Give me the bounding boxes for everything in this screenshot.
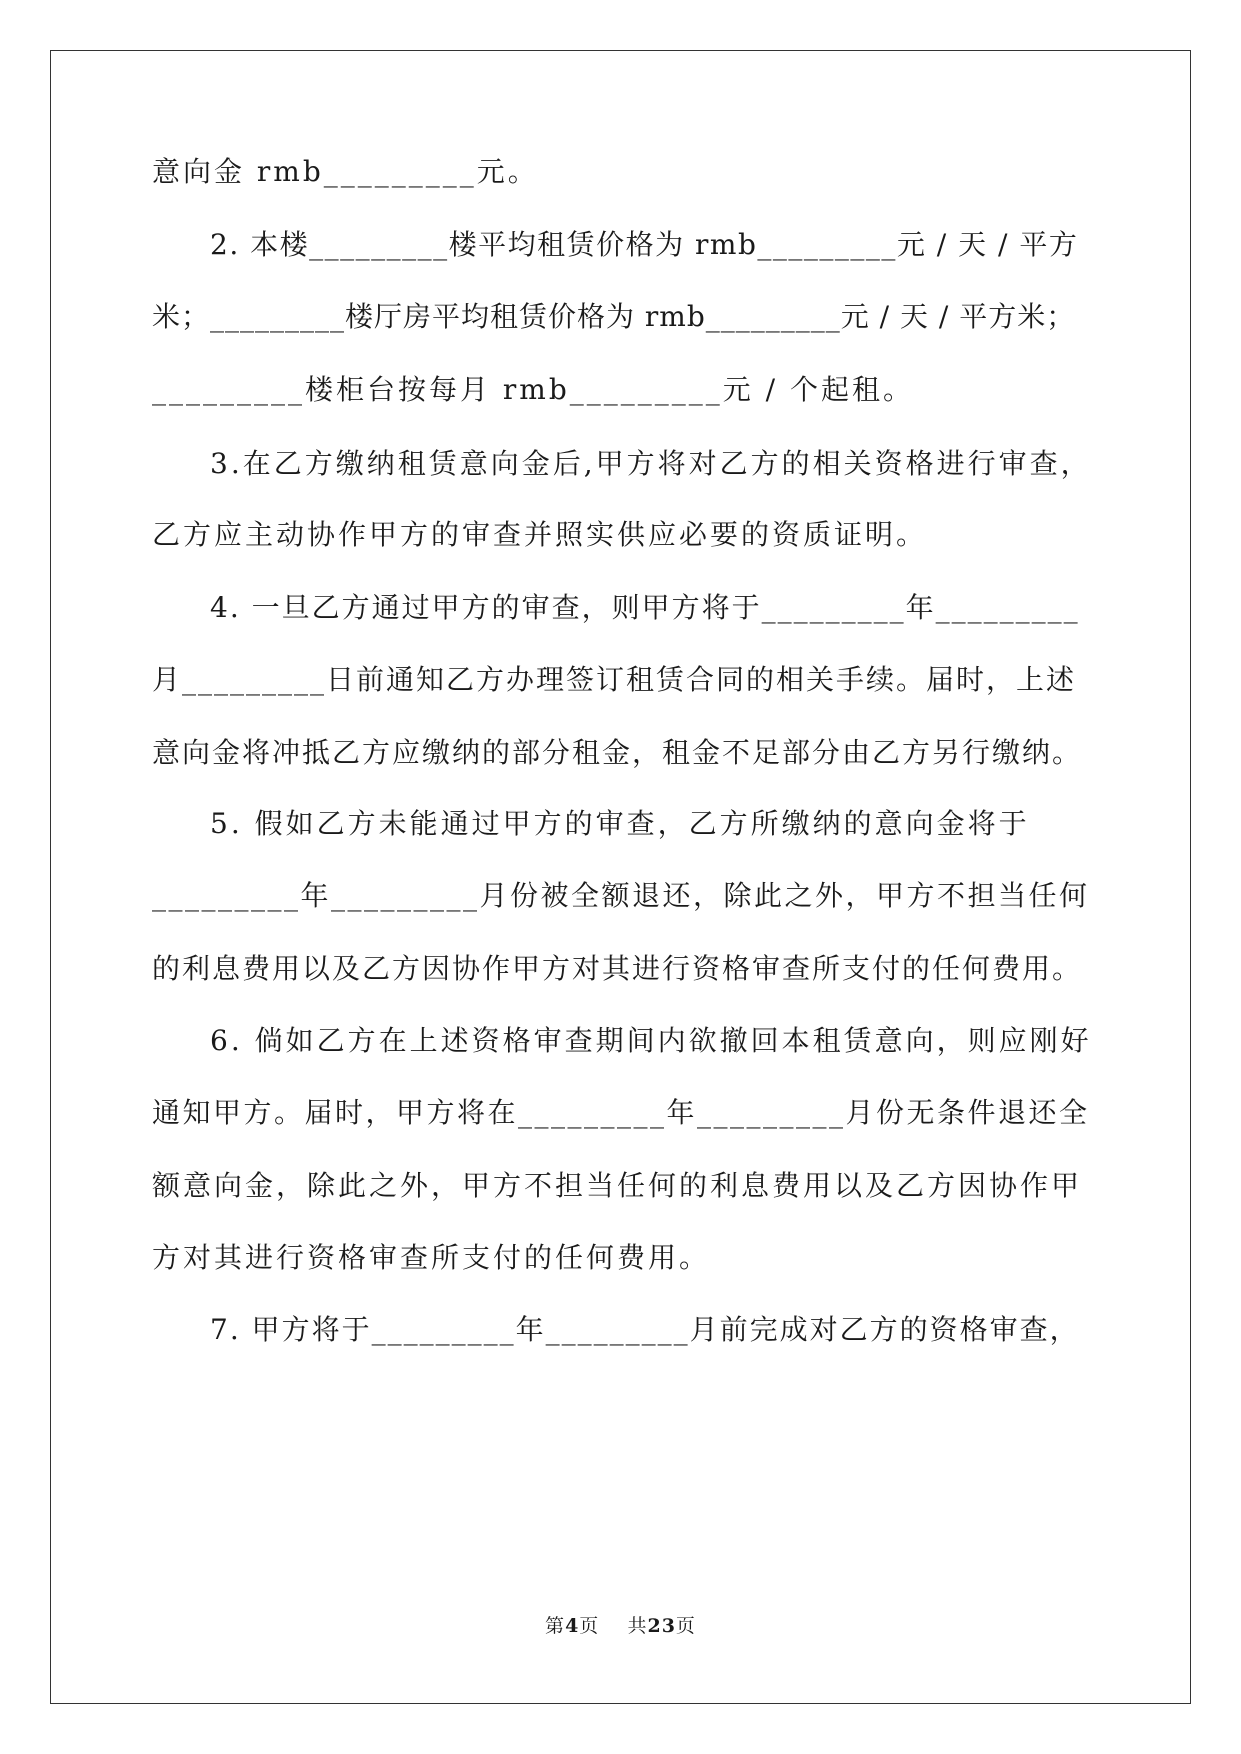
text-line: 通知甲方。届时，甲方将在_________年_________月份无条件退还全: [152, 1096, 1090, 1129]
footer-suffix: 页: [675, 1615, 696, 1637]
text-line: 乙方应主动协作甲方的审查并照实供应必要的资质证明。: [152, 518, 928, 551]
text-line: 月_________日前通知乙方办理签订租赁合同的相关手续。届时，上述: [152, 663, 1077, 696]
footer-prefix: 第: [545, 1615, 566, 1637]
page-footer: [0, 1614, 1241, 1638]
current-page-number: 4: [565, 1615, 580, 1637]
text-line: _________年_________月份被全额退还，除此之外，甲方不担当任何: [152, 879, 1090, 912]
footer-middle: 页 共: [579, 1615, 648, 1637]
text-line: 意向金将冲抵乙方应缴纳的部分租金，租金不足部分由乙方另行缴纳。: [152, 736, 1083, 769]
text-line: 额意向金，除此之外，甲方不担当任何的利息费用以及乙方因协作甲: [152, 1169, 1083, 1202]
text-line: 5. 假如乙方未能通过甲方的审查，乙方所缴纳的意向金将于: [210, 807, 1030, 840]
text-line: 3.在乙方缴纳租赁意向金后,甲方将对乙方的相关资格进行审查，: [210, 447, 1092, 480]
text-line: _________楼柜台按每月 rmb_________元 / 个起租。: [152, 373, 914, 406]
text-line: 6. 倘如乙方在上述资格审查期间内欲撤回本租赁意向，则应刚好: [210, 1024, 1092, 1057]
text-line: 7. 甲方将于_________年_________月前完成对乙方的资格审查，: [210, 1313, 1080, 1346]
text-line: 意向金 rmb_________元。: [152, 155, 539, 188]
text-line: 方对其进行资格审查所支付的任何费用。: [152, 1241, 711, 1274]
text-line: 2. 本楼_________楼平均租赁价格为 rmb_________元 / 天 / 平方: [210, 228, 1079, 261]
text-line: 4. 一旦乙方通过甲方的审查，则甲方将于_________年_________: [210, 591, 1080, 624]
text-line: 米；_________楼厅房平均租赁价格为 rmb_________元 / 天 / 平方米；: [152, 300, 1076, 333]
text-line: 的利息费用以及乙方因协作甲方对其进行资格审查所支付的任何费用。: [152, 952, 1083, 985]
total-page-number: 23: [647, 1615, 676, 1637]
